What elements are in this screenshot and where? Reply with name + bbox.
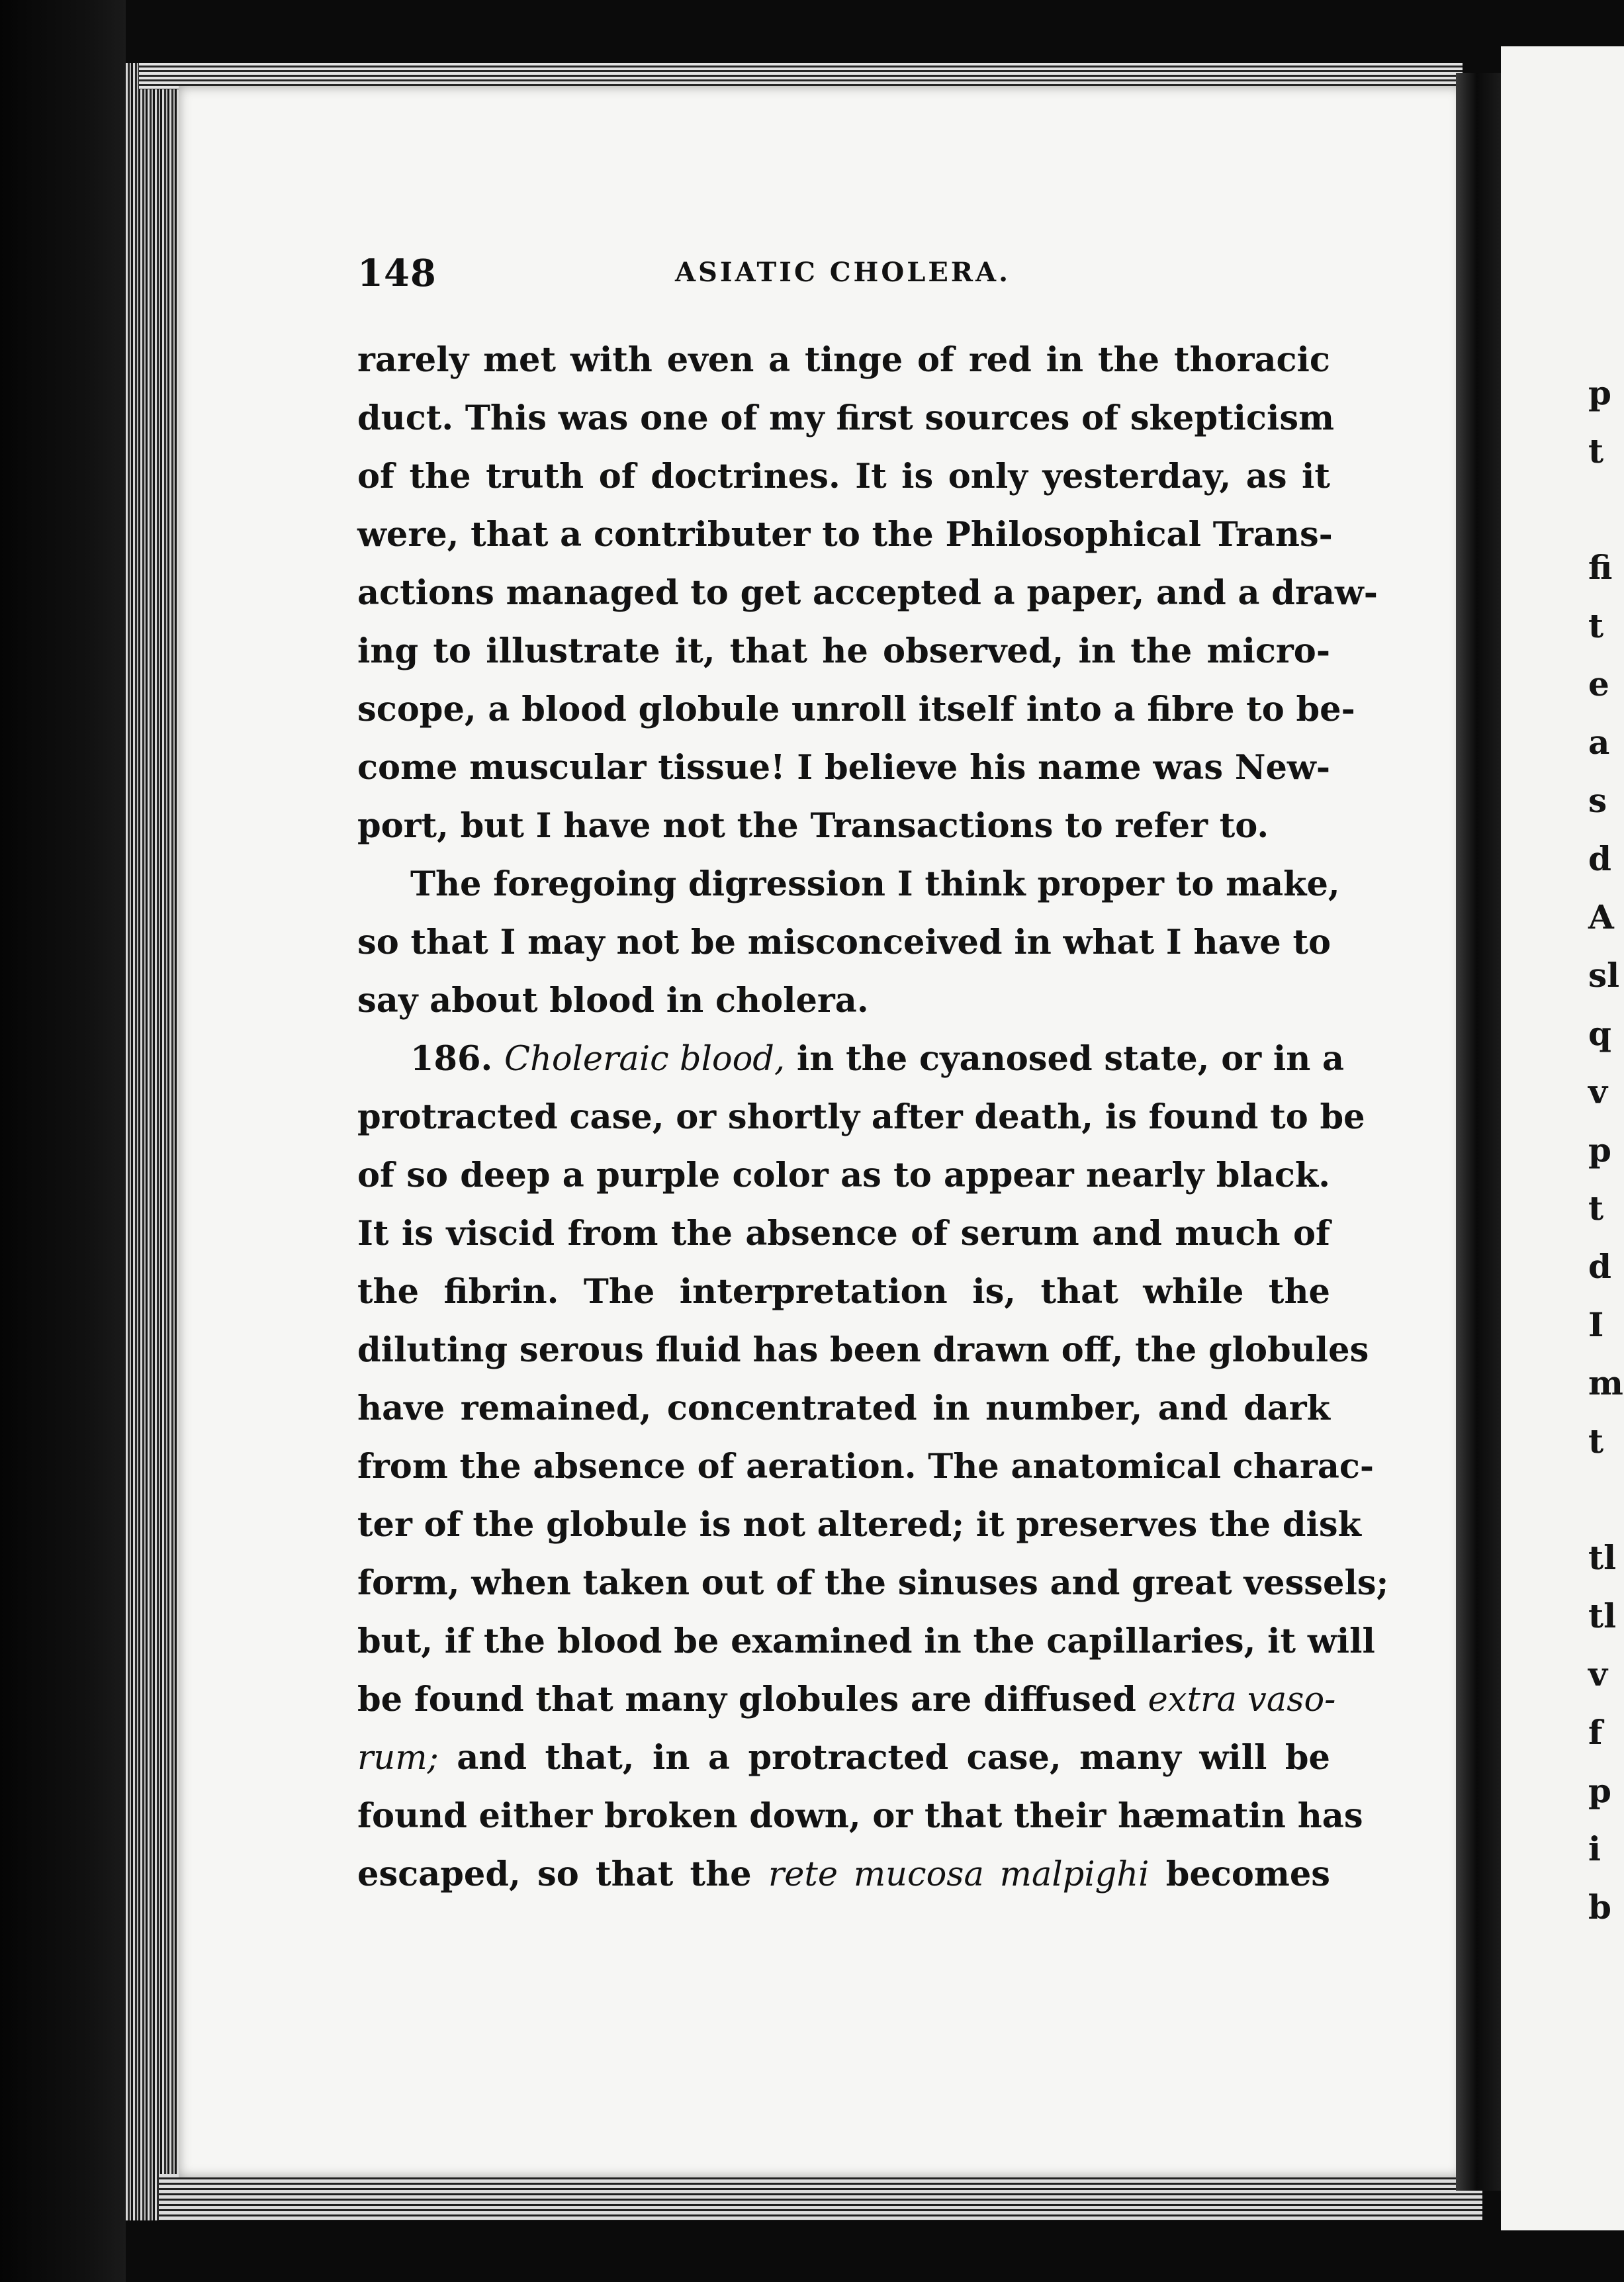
text-line: from the absence of aeration. The anatomical charac- <box>357 1447 1375 1486</box>
text-line: the fibrin. The interpretation is, that while the <box>357 1272 1330 1312</box>
text-line <box>357 1030 1345 1088</box>
facing-page-fragment: p <box>1588 1771 1611 1810</box>
text-line: ing to illustrate it, that he observed, in the micro- <box>357 631 1330 671</box>
text-line: come muscular tissue! I believe his name was New- <box>357 748 1330 788</box>
text-line: were, that a contributer to the Philosophical Trans- <box>357 515 1333 555</box>
facing-page-fragment: tl <box>1588 1596 1617 1635</box>
text-line <box>357 1729 1330 1787</box>
facing-page-fragment: fi <box>1588 548 1613 587</box>
facing-page-fragment: t <box>1588 1422 1604 1461</box>
paragraph-number: 186. <box>410 1039 493 1079</box>
body-text <box>357 331 1389 1903</box>
facing-page-fragment <box>1588 480 1624 539</box>
page-edges-top <box>139 63 1463 89</box>
facing-page-fragment: m <box>1588 1363 1623 1402</box>
text-line: ter of the globule is not altered; it preserves the disk <box>357 1505 1361 1545</box>
text-line: but, if the blood be examined in the capillaries, it will <box>357 1621 1375 1661</box>
page-edges-left <box>126 63 185 2220</box>
italic-term: rum; <box>357 1739 439 1778</box>
text-line: of so deep a purple color as to appear nearly black. <box>357 1156 1330 1195</box>
text-line: found either broken down, or that their hæmatin has <box>357 1796 1363 1836</box>
facing-page-fragment: v <box>1588 1655 1608 1694</box>
text-line: say about blood in cholera. <box>357 981 869 1021</box>
text-line: of the truth of doctrines. It is only yesterday, as it <box>357 457 1330 496</box>
italic-term: rete mucosa malpighi <box>768 1855 1150 1894</box>
text-run: escaped, so that the <box>357 1854 768 1894</box>
facing-page-fragment: s <box>1588 781 1607 820</box>
facing-page-fragment: tl <box>1588 1538 1617 1577</box>
text-run: in the cyanosed state, or in a <box>785 1039 1345 1079</box>
facing-page-fragment: v <box>1588 1072 1608 1111</box>
text-line: form, when taken out of the sinuses and great vessels; <box>357 1563 1389 1603</box>
facing-page-fragment: p <box>1588 373 1611 412</box>
text-line: diluting serous fluid has been drawn off, the globules <box>357 1330 1369 1370</box>
facing-page-fragment: a <box>1588 723 1610 762</box>
text-line: rarely met with even a tinge of red in the thoracic <box>357 340 1330 380</box>
facing-page-fragment: t <box>1588 606 1604 645</box>
facing-page-fragment: p <box>1588 1130 1611 1169</box>
text-line: It is viscid from the absence of serum and much of <box>357 1214 1330 1254</box>
facing-page-fragment: sl <box>1588 956 1620 995</box>
text-run: becomes <box>1149 1854 1330 1894</box>
italic-term: extra vaso- <box>1148 1680 1336 1719</box>
text-line <box>357 1670 1336 1729</box>
facing-page-fragment: t <box>1588 1189 1604 1228</box>
facing-page-fragment: t <box>1588 432 1604 471</box>
scan-left-margin <box>0 0 126 2282</box>
facing-page-text-fragments <box>1588 364 1624 1937</box>
facing-page-fragment: e <box>1588 664 1609 704</box>
facing-page-fragment: f <box>1588 1713 1603 1752</box>
text-run: be found that many globules are diffused <box>357 1680 1148 1719</box>
facing-page-fragment: A <box>1588 897 1614 936</box>
facing-page-fragment: b <box>1588 1888 1611 1927</box>
text-line: duct. This was one of my first sources of skepticism <box>357 398 1335 438</box>
running-header <box>357 251 1330 304</box>
text-line <box>357 1845 1330 1903</box>
page-number: 148 <box>357 251 437 295</box>
page-edges-bottom <box>159 2174 1482 2220</box>
facing-page-fragment: d <box>1588 1247 1611 1286</box>
text-line: so that I may not be misconceived in what I have to <box>357 923 1331 962</box>
book-gutter <box>1456 73 1502 2191</box>
text-line: The foregoing digression I think proper to make, <box>410 864 1340 904</box>
facing-page-fragment: I <box>1588 1305 1604 1344</box>
running-title: ASIATIC CHOLERA. <box>675 257 1011 288</box>
text-line: scope, a blood globule unroll itself into a fibre to be- <box>357 690 1355 729</box>
facing-page-fragment: d <box>1588 839 1611 878</box>
facing-page-fragment: q <box>1588 1014 1611 1053</box>
text-run: and that, in a protracted case, many will be <box>438 1738 1330 1778</box>
text-line: actions managed to get accepted a paper, and a draw- <box>357 573 1378 613</box>
text-line: have remained, concentrated in number, and dark <box>357 1389 1330 1428</box>
facing-page-fragment <box>1588 1471 1624 1529</box>
text-line: port, but I have not the Transactions to refer to. <box>357 806 1269 846</box>
facing-page-fragment: i <box>1588 1829 1601 1868</box>
text-line: protracted case, or shortly after death, is found to be <box>357 1097 1365 1137</box>
italic-term: Choleraic blood, <box>504 1040 786 1079</box>
